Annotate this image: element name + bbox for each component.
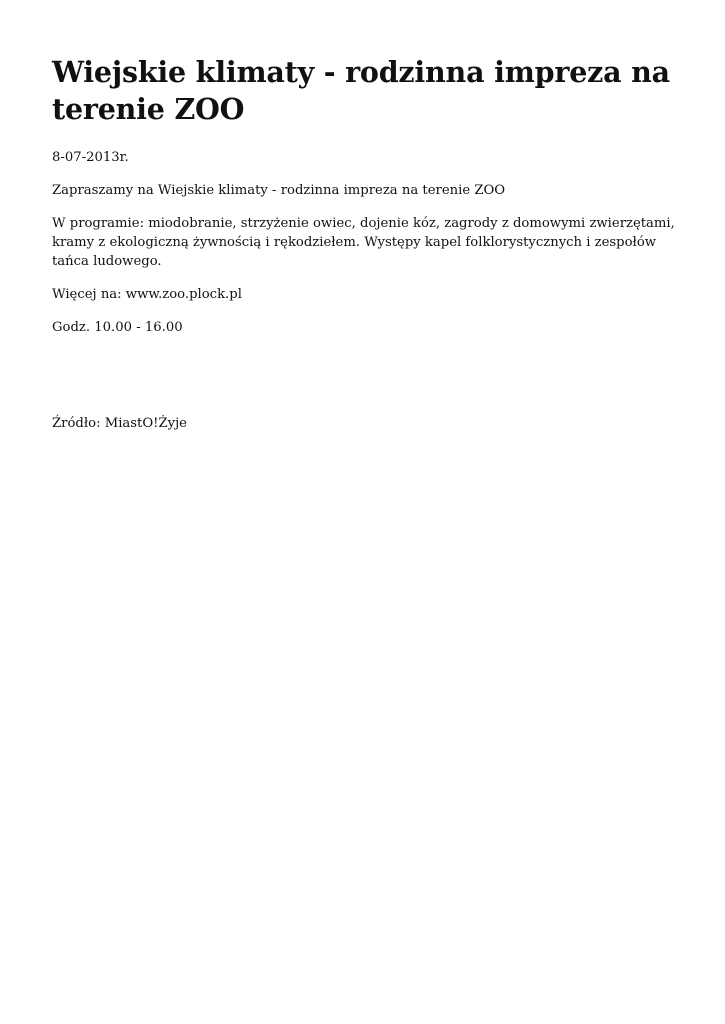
- source-paragraph: Źródło: MiastO!Żyje: [52, 416, 187, 431]
- article-title: Wiejskie klimaty - rodzinna impreza na terenie ZOO: [52, 55, 670, 126]
- article: [52, 54, 677, 433]
- article-date: 8-07-2013r.: [52, 150, 129, 165]
- hours-paragraph: Godz. 10.00 - 16.00: [52, 320, 183, 335]
- more-info-paragraph: Więcej na: www.zoo.plock.pl: [52, 287, 242, 302]
- intro-paragraph: Zapraszamy na Wiejskie klimaty - rodzinna impreza na terenie ZOO: [52, 183, 506, 198]
- program-paragraph: W programie: miodobranie, strzyżenie owiec, dojenie kóz, zagrody z domowymi zwierzętami, kramy z ekologiczną żywnością i rękodziełem. Występy kapel folklorystycznych i zespołów tańca ludowego.: [52, 216, 675, 269]
